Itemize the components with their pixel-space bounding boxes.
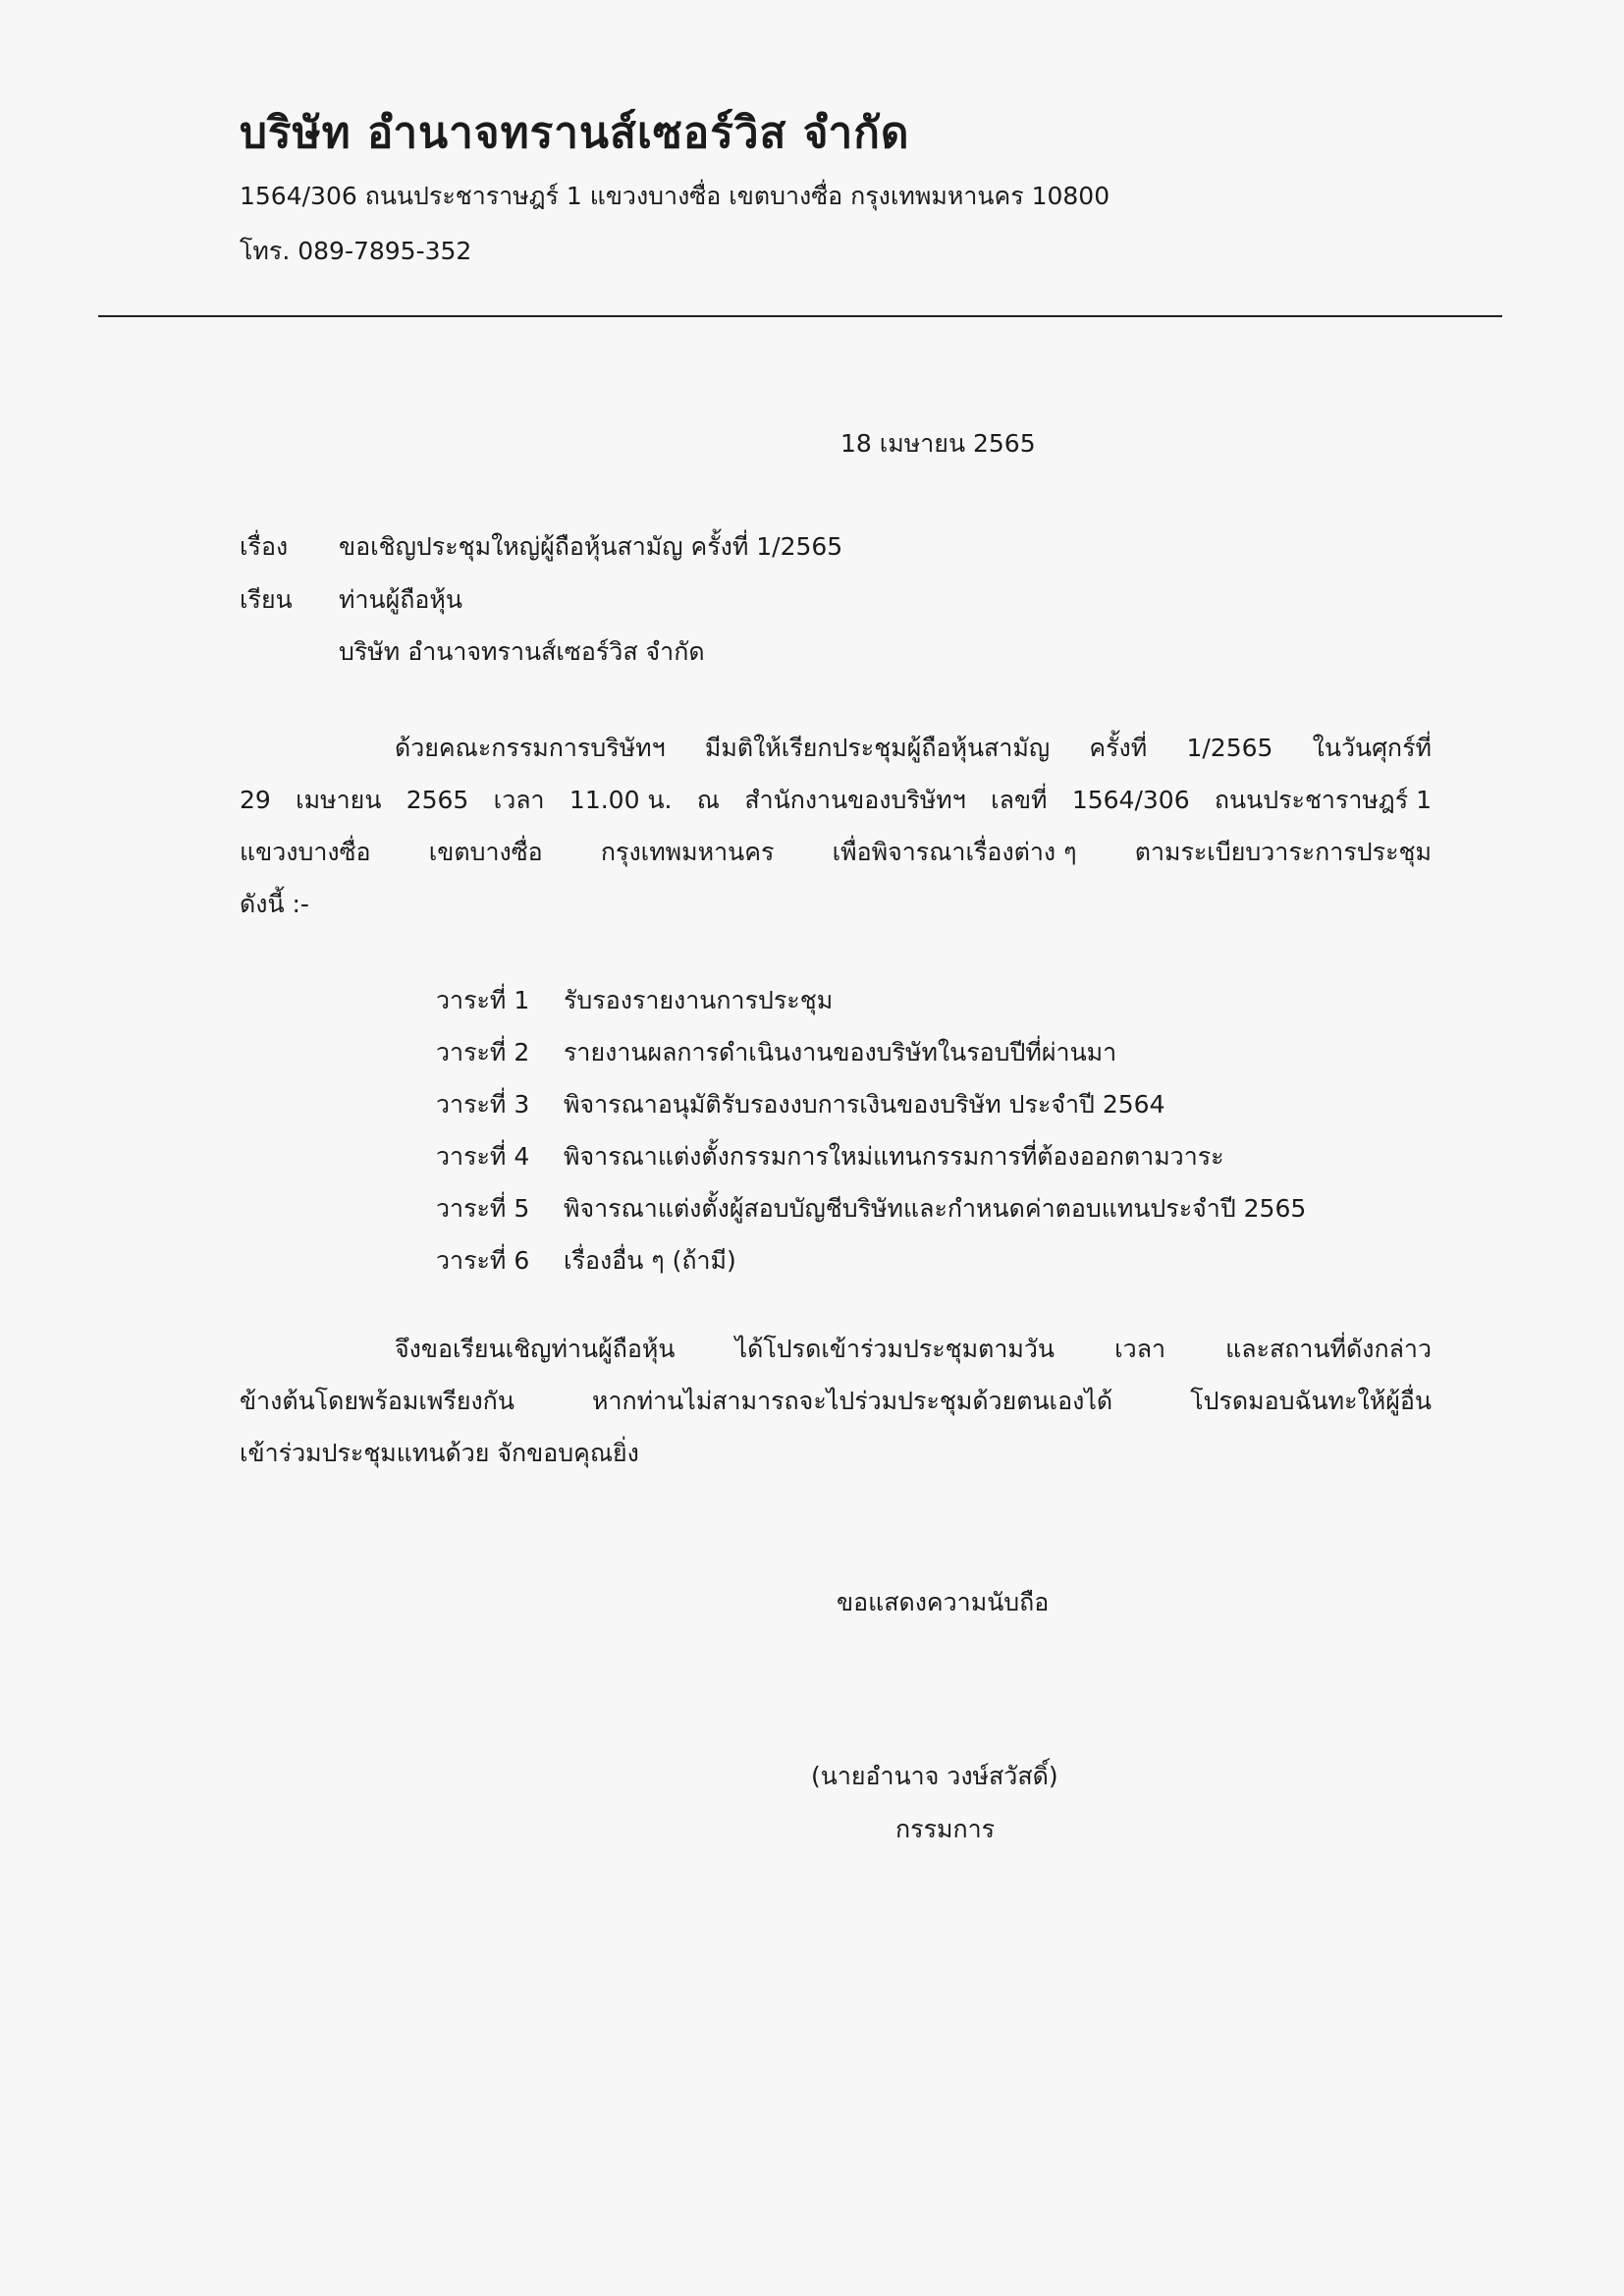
body-word: เมษายน: [296, 786, 382, 814]
agenda-text: พิจารณาแต่งตั้งผู้สอบบัญชีบริษัทและกำหนดค่าตอบแทนประจำปี 2565: [564, 1194, 1307, 1223]
invitation-word: ข้างต้นโดยพร้อมเพรียงกัน: [240, 1387, 514, 1415]
agenda-number: วาระที่ 6: [436, 1246, 530, 1275]
invitation-word: โปรดมอบฉันทะให้ผู้อื่น: [1190, 1387, 1432, 1415]
header-divider: [98, 315, 1502, 317]
agenda-item: [436, 1078, 1306, 1130]
closing-text: ขอแสดงความนับถือ: [837, 1588, 1050, 1616]
invitation-paragraph: [240, 1323, 1432, 1479]
body-word: 29: [240, 786, 271, 814]
recipient-label: เรียน: [240, 585, 293, 614]
subject-label: เรื่อง: [240, 532, 289, 561]
body-word: ณ: [696, 786, 720, 814]
body-word: ถนนประชาราษฎร์ 1: [1214, 786, 1432, 814]
agenda-item: [436, 1130, 1306, 1182]
signer-title: กรรมการ: [895, 1815, 996, 1843]
signer-name: (นายอำนาจ วงษ์สวัสดิ์): [811, 1762, 1058, 1790]
agenda-text: พิจารณาแต่งตั้งกรรมการใหม่แทนกรรมการที่ต้องออกตามวาระ: [564, 1142, 1224, 1171]
agenda-text: รับรองรายงานการประชุม: [564, 986, 834, 1014]
body-word: เขตบางซื่อ: [428, 838, 543, 866]
body-word: แขวงบางซื่อ: [240, 838, 371, 866]
agenda-text: เรื่องอื่น ๆ (ถ้ามี): [564, 1246, 736, 1275]
body-word: ตามระเบียบวาระการประชุม: [1134, 838, 1432, 866]
invitation-line: [240, 1323, 1432, 1375]
body-line: [240, 826, 1432, 878]
body-paragraph: [240, 722, 1432, 930]
body-word: 1/2565: [1186, 734, 1273, 762]
agenda-item: [436, 1234, 1306, 1286]
body-word: ดังนี้ :-: [240, 890, 309, 918]
agenda-list: [436, 974, 1306, 1286]
body-line: [240, 774, 1432, 826]
recipient-line-1: ท่านผู้ถือหุ้น: [339, 585, 462, 614]
agenda-text: พิจารณาอนุมัติรับรองงบการเงินของบริษัท ประจำปี 2564: [564, 1090, 1165, 1119]
invitation-word: จึงขอเรียนเชิญท่านผู้ถือหุ้น: [395, 1335, 676, 1363]
recipient-line-2: บริษัท อำนาจทรานส์เซอร์วิส จำกัด: [339, 637, 705, 666]
body-word: สำนักงานของบริษัทฯ: [744, 786, 966, 814]
invitation-word: เวลา: [1114, 1335, 1166, 1363]
invitation-word: ได้โปรดเข้าร่วมประชุมตามวัน: [734, 1335, 1056, 1363]
letter-date: 18 เมษายน 2565: [840, 429, 1036, 458]
body-word: เลขที่: [991, 786, 1048, 814]
agenda-number: วาระที่ 4: [436, 1142, 530, 1171]
agenda-number: วาระที่ 1: [436, 986, 530, 1014]
body-word: กรุงเทพมหานคร: [600, 838, 775, 866]
invitation-line: [240, 1427, 1432, 1479]
body-word: เพื่อพิจารณาเรื่องต่าง ๆ: [832, 838, 1077, 866]
agenda-item: [436, 1182, 1306, 1234]
agenda-item: [436, 1026, 1306, 1078]
agenda-number: วาระที่ 3: [436, 1090, 530, 1119]
invitation-word: หากท่านไม่สามารถจะไปร่วมประชุมด้วยตนเองได้: [591, 1387, 1113, 1415]
body-word: ในวันศุกร์ที่: [1312, 734, 1432, 762]
agenda-number: วาระที่ 5: [436, 1194, 530, 1223]
invitation-line: [240, 1375, 1432, 1427]
body-line: [240, 722, 1432, 774]
body-line: [240, 878, 1432, 930]
agenda-item: [436, 974, 1306, 1026]
body-word: ด้วยคณะกรรมการบริษัทฯ: [395, 734, 666, 762]
body-word: 1564/306: [1071, 786, 1190, 814]
body-word: มีมติให้เรียกประชุมผู้ถือหุ้นสามัญ: [704, 734, 1051, 762]
body-word: 2565: [406, 786, 469, 814]
company-phone: โทร. 089-7895-352: [240, 237, 472, 265]
agenda-text: รายงานผลการดำเนินงานของบริษัทในรอบปีที่ผ่านมา: [564, 1038, 1117, 1066]
agenda-number: วาระที่ 2: [436, 1038, 530, 1066]
body-word: 11.00 น.: [568, 786, 673, 814]
invitation-word: เข้าร่วมประชุมแทนด้วย จักขอบคุณยิ่ง: [240, 1439, 639, 1467]
body-word: เวลา: [493, 786, 545, 814]
subject-text: ขอเชิญประชุมใหญ่ผู้ถือหุ้นสามัญ ครั้งที่ 1/2565: [339, 532, 843, 561]
company-name: บริษัท อำนาจทรานส์เซอร์วิส จำกัด: [240, 108, 910, 158]
body-word: ครั้งที่: [1089, 734, 1148, 762]
invitation-word: และสถานที่ดังกล่าว: [1225, 1335, 1432, 1363]
company-address: 1564/306 ถนนประชาราษฎร์ 1 แขวงบางซื่อ เขตบางซื่อ กรุงเทพมหานคร 10800: [240, 182, 1110, 210]
